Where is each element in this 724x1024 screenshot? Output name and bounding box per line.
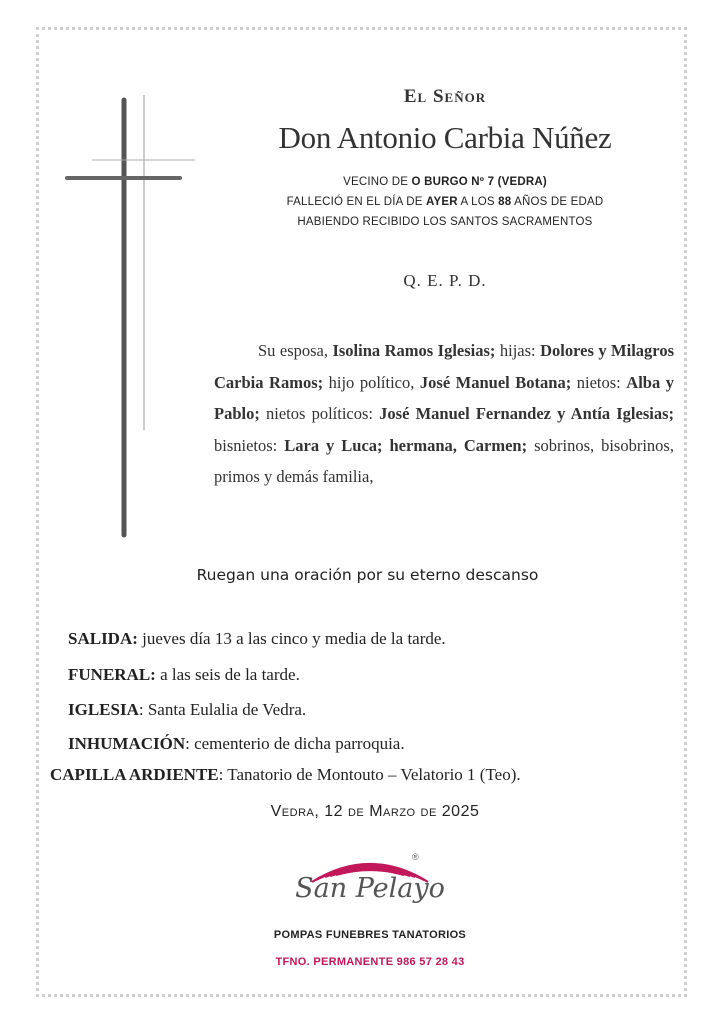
family-text [214,341,674,486]
detail-label: CAPILLA ARDIENTE [50,765,219,784]
phone-number: TFNO. PERMANENTE 986 57 28 43 [275,956,465,968]
text: A LOS [457,196,499,208]
text: hijo político, [323,372,420,392]
info-line-death [240,196,650,208]
detail-text: : Tanatorio de Montouto – Velatorio 1 (Teo). [218,765,521,784]
text: Su esposa, [258,341,333,360]
prayer-line: Ruegan una oración por su eterno descanso [196,566,539,584]
title-prefix: El Señor [403,86,487,107]
detail-label: INHUMACIÓN [68,734,186,753]
bold-text: José Manuel Fernandez y Antía Iglesias; [379,404,674,423]
detail-label: IGLESIA [68,700,139,719]
qepd: Q. E. P. D. [403,271,487,290]
bold-text: José Manuel Botana; [419,372,572,392]
funeral-home-logo: San Pelayo [295,873,445,904]
detail-inhumacion [68,734,405,754]
registered-mark: ® [412,852,419,862]
text: VECINO DE [343,176,412,188]
bold-text: 88 [498,196,512,208]
detail-text: : cementerio de dicha parroquia. [185,734,405,753]
date-line: Vedra, 12 de Marzo de 2025 [270,803,480,820]
bold-text: Lara y Luca; hermana, Carmen; [284,435,528,455]
bold-text: AYER [426,196,458,208]
text: bisnietos: [214,435,285,455]
detail-text: jueves día 13 a las cinco y media de la tarde. [137,629,446,648]
text: nietos: [571,372,627,392]
deceased-name: Don Antonio Carbia Núñez [278,120,612,155]
detail-funeral [68,665,300,685]
bold-text: Alba y Pablo; [214,372,674,423]
detail-text: : Santa Eulalia de Vedra. [138,700,307,719]
detail-capilla [50,765,521,785]
text: sobrinos, bisobrinos, primos y demás familia, [214,435,674,486]
detail-label: FUNERAL: [68,665,156,684]
text: FALLECIÓ EN EL DÍA DE [286,196,427,208]
text: hijas: [495,341,541,360]
info-line-sacraments [240,216,650,228]
family-paragraph [214,335,674,493]
text: HABIENDO RECIBIDO LOS SANTOS SACRAMENTOS [297,216,593,228]
detail-iglesia [68,700,306,720]
text: AÑOS DE EDAD [511,196,604,208]
detail-salida [68,629,446,649]
detail-label: SALIDA: [68,629,138,648]
detail-text: a las seis de la tarde. [155,665,300,684]
bold-text: Dolores y Milagros Carbia Ramos; [214,341,674,392]
info-line-residence [240,176,650,188]
funeral-home-name: POMPAS FUNEBRES TANATORIOS [273,929,467,941]
bold-text: Isolina Ramos Iglesias; [332,341,496,360]
bold-text: O BURGO Nº 7 (VEDRA) [411,176,547,188]
text: nietos políticos: [259,404,380,423]
